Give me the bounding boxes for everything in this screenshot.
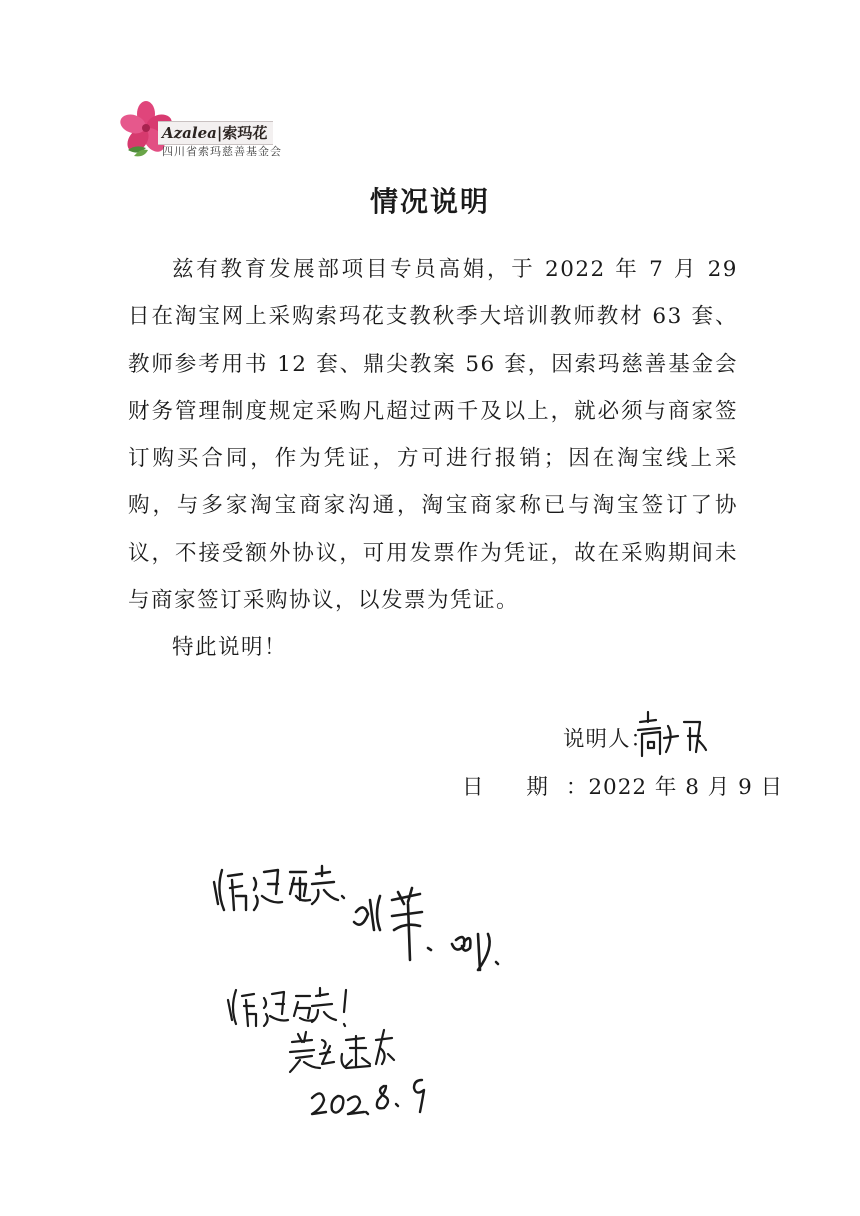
date-value: ：2022 年 8 月 9 日 bbox=[565, 775, 784, 800]
document-body: 兹有教育发展部项目专员高娟，于 2022 年 7 月 29 日在淘宝网上采购索玛花支教秋季大培训教师教材 63 套、教师参考用书 12 套、鼎尖教案 56 套，因索玛慈善基金会财务管理制度规定采购凡超过两千及以上，就必须与商家签订购买合同，作为凭证，方可进行报销；因在淘宝线上采购，与多家淘宝商家沟通，淘宝商家称已与淘宝签订了协议，不接受额外协议，可用发票作为凭证，故在采购期间未与商家签订采购协议，以发票为凭证。 bbox=[128, 257, 738, 614]
handwritten-note-2-signature bbox=[290, 1030, 394, 1072]
handwritten-note-2 bbox=[228, 988, 346, 1026]
handwritten-note-2-date bbox=[312, 1080, 424, 1114]
signer-label: 说明人： bbox=[563, 727, 654, 752]
handwritten-note-1-signature bbox=[354, 888, 498, 970]
closing-statement: 特此说明！ bbox=[172, 635, 288, 660]
logo-brand-cn: 索玛花 bbox=[222, 124, 268, 142]
logo-org-name: 四川省索玛慈善基金会 bbox=[162, 145, 282, 158]
logo-brand-banner: Azalea|索玛花 bbox=[158, 121, 273, 145]
foundation-logo bbox=[120, 98, 290, 162]
logo-brand-en: Azalea bbox=[162, 124, 217, 142]
document-title: 情况说明 bbox=[369, 185, 490, 218]
signer-line bbox=[563, 722, 653, 753]
handwritten-note-1 bbox=[214, 866, 344, 910]
date-line bbox=[462, 770, 783, 801]
date-label: 日 期 bbox=[462, 775, 566, 800]
